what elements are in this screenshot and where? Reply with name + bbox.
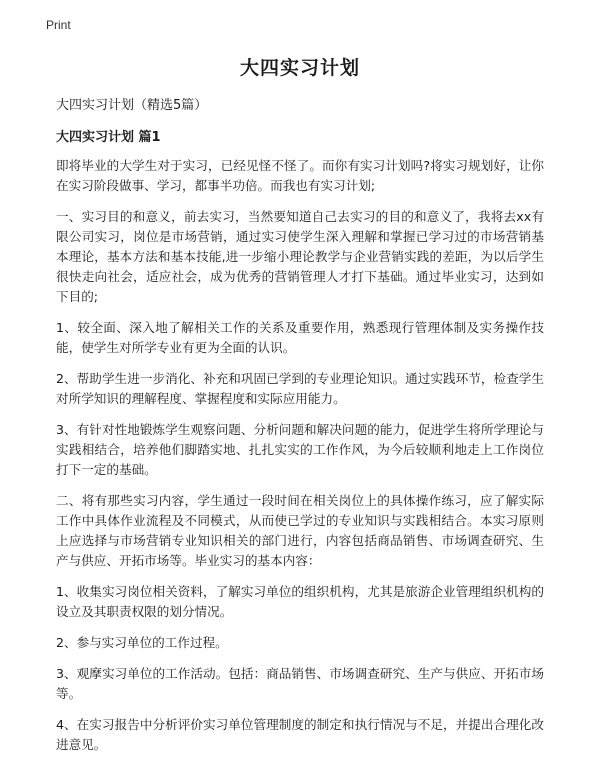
paragraph: 即将毕业的大学生对于实习，已经见怪不怪了。而你有实习计划吗?将实习规划好，让你在实习阶段做事、学习，都事半功倍。而我也有实习计划;: [56, 158, 544, 193]
paragraph: 4、在实习报告中分析评价实习单位管理制度的制定和执行情况与不足，并提出合理化改进意见。: [56, 717, 544, 752]
print-label: Print: [46, 18, 71, 32]
paragraph: 1、收集实习岗位相关资料，了解实习单位的组织机构，尤其是旅游企业管理组织机构的设立及其职责权限的划分情况。: [56, 584, 544, 619]
document-body: [56, 156, 544, 755]
document-title: 大四实习计划: [239, 57, 360, 79]
document-subtitle: 大四实习计划（精选5篇）: [56, 98, 208, 113]
paragraph: 2、帮助学生进一步消化、补充和巩固已学到的专业理论知识。通过实践环节，检查学生对所学知识的理解程度、掌握程度和实际应用能力。: [56, 371, 544, 406]
paragraph: 2、参与实习单位的工作过程。: [56, 635, 228, 650]
section-heading: 大四实习计划 篇1: [56, 130, 161, 145]
paragraph: 二、将有那些实习内容，学生通过一段时间在相关岗位上的具体操作练习，应了解实际工作中具体作业流程及不同模式，从而使已学过的专业知识与实践相结合。本实习原则上应选择与市场营销专业知识相关的部门进行，内容包括商品销售、市场调查研究、生产与供应、开拓市场等。毕业实习的基本内容：: [56, 493, 544, 568]
paragraph: 3、观摩实习单位的工作活动。包括：商品销售、市场调查研究、生产与供应、开拓市场等。: [56, 666, 544, 701]
paragraph: 1、较全面、深入地了解相关工作的关系及重要作用，熟悉现行管理体制及实务操作技能，使学生对所学专业有更为全面的认识。: [56, 320, 544, 355]
paragraph: 3、有针对性地锻炼学生观察问题、分析问题和解决问题的能力，促进学生将所学理论与实践相结合，培养他们脚踏实地、扎扎实实的工作作风，为今后较顺利地走上工作岗位打下一定的基础。: [56, 422, 544, 477]
paragraph: 一、实习目的和意义，前去实习，当然要知道自己去实习的目的和意义了，我将去xx有限公司实习，岗位是市场营销，通过实习使学生深入理解和掌握已学习过的市场营销基本理论，基本方法和基本技能,进一步缩小理论教学与企业营销实践的差距，为以后学生很快走向社会，适应社会，成为优秀的营销管理人才打下基础。通过毕业实习，达到如下目的;: [56, 209, 544, 304]
